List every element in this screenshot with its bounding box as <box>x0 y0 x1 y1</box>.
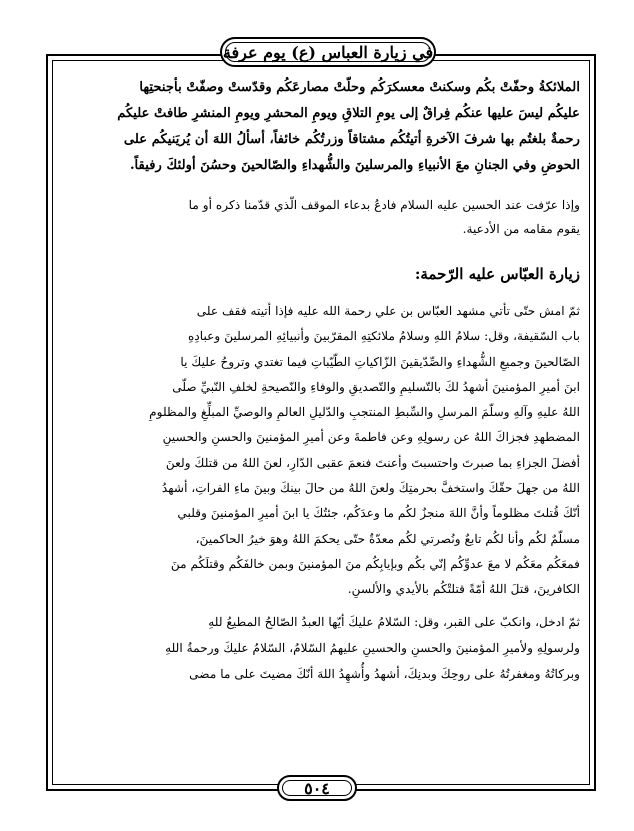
text-line: وإذا عرّفت عند الحسين عليه السلام فادعُ بدعاء الموقف الّذي قدّمنا ذكره أو ما <box>188 198 580 212</box>
paragraph-2 <box>60 193 580 241</box>
text-line: ثمّ امش حتّى تأتي مشهد العبّاس بن علي رحمة الله عليه فإذا أتيته فقف على <box>196 304 580 318</box>
text-line: رحمةٌ بلغتُم بها شرفَ الآخرةِ أتيتُكُم مشتاقاً وزرتُكُم خائفاً، أسألُ اللهَ أن يُريَنيكُم على <box>123 132 580 147</box>
page-body <box>60 75 580 687</box>
page-number-cartouche <box>277 775 357 801</box>
text-line: عليكُم ليسَ عليها عنكُم فِراقٌ إلى يومِ التلاقِ ويومِ المحشرِ ويومِ المنشرِ طافتْ عليكُم <box>117 106 580 121</box>
text-line: المضطهدِ فجزاكَ اللهُ عن رسولِهِ وعن فاطمةَ وعن أميرِ المؤمنينَ والحسنِ والحسينِ <box>162 430 580 445</box>
text-line: يقوم مقامه من الأدعية. <box>462 222 580 236</box>
text-line: باب السّقيفة، وقل: سلامُ اللهِ وسلامُ ملائكتِهِ المقرّبينَ وأنبيائِهِ المرسلينَ وعبادِهِ <box>187 329 580 344</box>
text-line: اللهُ من جهلَ حقّكَ واستخفَّ بحرمتِكَ ولعنَ اللهُ من حالَ بينكَ وبينَ ماءِ الفراتِ، أشهدُ <box>161 481 580 496</box>
text-line: مسلّمٌ لكُم وأنا لكُم تابعٌ ونُصرتي لكُم معدّةٌ حتّى يحكمَ اللهُ وهوَ خيرُ الحاكمينَ، <box>195 531 580 546</box>
text-line: وبركاتُهُ ومغفرتُهُ على روحِكَ وبدنِكَ، أشهدُ وأُشهِدُ اللهَ أنّكَ مضيتَ على ما مضى <box>189 666 580 681</box>
header-cartouche <box>220 37 436 67</box>
paragraph-3 <box>60 299 580 603</box>
text-line: ابنَ أميرِ المؤمنينَ أشهدُ لكَ بالتّسليمِ والتّصديقِ والوفاءِ والنّصيحةِ لخلفِ النّبيِّ صلّى <box>172 379 580 394</box>
text-line: الصّالحينَ وجميعِ الشُّهداءِ والصِّدّيقينَ الزّاكياتِ الطّيّباتِ فيما تغتدي وتروحُ عليكَ يا <box>180 354 580 369</box>
paragraph-1 <box>60 75 580 179</box>
page-number: ٥٠٤ <box>304 778 330 798</box>
paragraph-4 <box>60 609 580 687</box>
text-line: أفضلَ الجزاءِ بما صبرتَ واحتسبتَ وأعنتَ فنعمَ عقبى الدّارِ، لعنَ اللهُ من قتلكَ ولعنَ <box>165 455 580 470</box>
text-line: الكافرينَ، قتلَ اللهُ أمّةً قتلتْكُم بالأيدي والألسنِ. <box>347 582 580 597</box>
section-heading: زيارة العبّاس عليه الرّحمة: <box>414 265 580 283</box>
text-line: ولرسولِهِ ولأميرِ المؤمنينَ والحسنِ والحسينِ عليهمُ السّلامُ، السّلامُ عليكَ ورحمةُ اللهِ <box>165 640 580 655</box>
text-line: الملائكةُ وحفّتْ بكُم وسكنتْ معسكرَكُم وحلّتْ مصارعَكُم وقدّستْ وصفّتْ بأجنحتِها <box>139 80 580 95</box>
text-line: أنّكَ قُتلتَ مظلوماً وأنَّ اللهَ منجزٌ لكُم ما وعدَكُم، جئتُكَ يا ابنَ أميرِ المؤمنينَ وقلبي <box>177 506 580 521</box>
text-line: فمعَكُم معَكُم لا معَ عدوِّكُم إنّي بكُم وبإيابِكُم منَ المؤمنينَ وبمن خالفَكُم وقتلَكُم منَ <box>170 556 580 571</box>
text-line: الحوضِ وفي الجنانِ معَ الأنبياءِ والمرسلينَ والشُّهداءِ والصّالحينَ وحسُنَ أولئكَ رفيقاً. <box>129 158 580 173</box>
text-line: اللهُ عليهِ وآلهِ وسلّمَ المرسلِ والسِّبطِ المنتجبِ والدّليلِ العالمِ والوصيِّ المبلِّغِ والمظلومِ <box>149 405 580 420</box>
page-header-title: في زيارة العباس (ع) يوم عرفة <box>222 42 434 62</box>
text-line: ثمّ ادخل، وانكبّ على القبر، وقل: السّلامُ عليكَ أيّها العبدُ الصّالحُ المطيعُ للهِ <box>208 614 580 629</box>
